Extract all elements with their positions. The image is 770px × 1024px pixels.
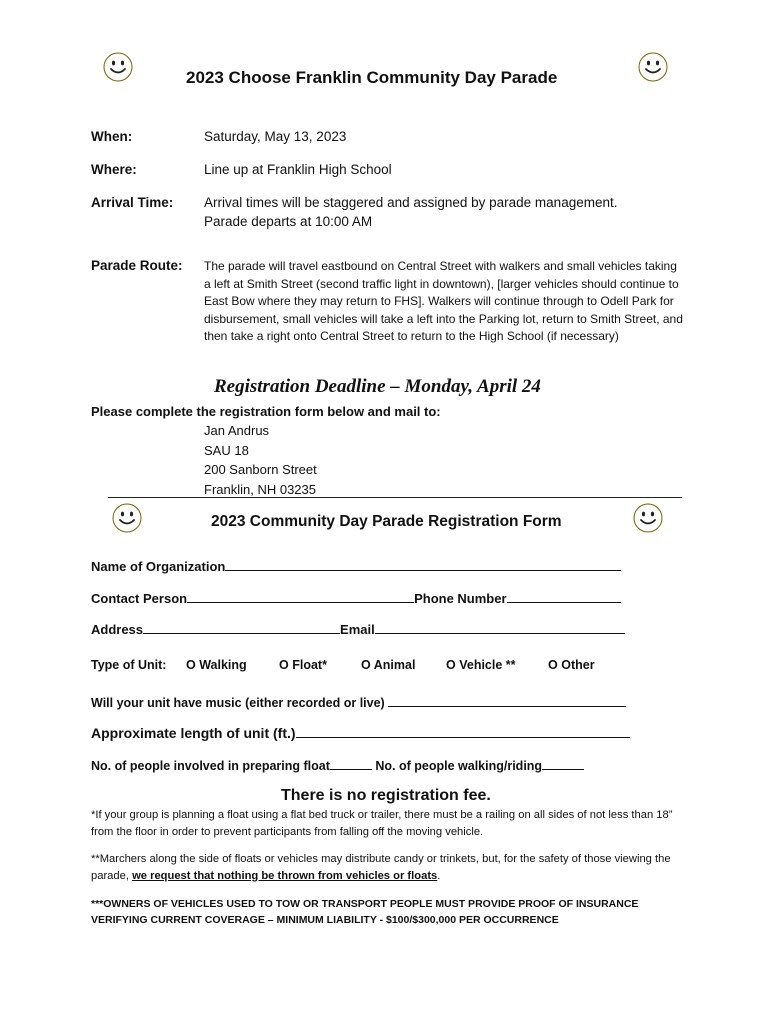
phone-number-input[interactable]: [507, 590, 621, 603]
people-float-label: No. of people involved in preparing float: [91, 759, 330, 773]
length-field-row: [91, 725, 630, 741]
contact-field-row: [91, 590, 621, 606]
when-value: Saturday, May 13, 2023: [204, 129, 347, 144]
where-label: Where:: [91, 162, 137, 177]
length-label: Approximate length of unit (ft.): [91, 725, 296, 741]
unit-type-float[interactable]: [279, 658, 327, 672]
insurance-note-line1: ***OWNERS OF VEHICLES USED TO TOW OR TRANSPORT PEOPLE MUST PROVIDE PROOF OF INSURANCE: [91, 898, 639, 910]
address-line: 200 Sanborn Street: [204, 462, 317, 477]
email-input[interactable]: [375, 621, 625, 634]
smiley-icon: [103, 52, 133, 82]
address-line: Jan Andrus: [204, 423, 270, 438]
address-line: Franklin, NH 03235: [204, 481, 316, 497]
option-float-label: Float*: [292, 658, 327, 672]
smiley-icon: [633, 503, 663, 533]
organization-label: Name of Organization: [91, 559, 226, 574]
arrival-line1: Arrival times will be staggered and assigned by parade management.: [204, 195, 618, 210]
unit-type-vehicle[interactable]: [446, 658, 516, 672]
music-field-row: [91, 694, 626, 710]
arrival-line2: Parade departs at 10:00 AM: [204, 214, 373, 229]
insurance-note-line2: VERIFYING CURRENT COVERAGE – MINIMUM LIABILITY - $100/$300,000 PER OCCURRENCE: [91, 914, 559, 926]
float-note: *If your group is planning a float using a flat bed truck or trailer, there must be a railing on all sides of not less than 18” from the floor in order to prevent participants from falling off the moving vehicle.: [91, 809, 673, 838]
contact-person-label: Contact Person: [91, 591, 188, 606]
people-walking-label: No. of people walking/riding: [375, 759, 543, 773]
marchers-note-end: .: [437, 869, 441, 882]
organization-input[interactable]: [225, 558, 621, 571]
smiley-icon: [638, 52, 668, 82]
when-label: When:: [91, 129, 133, 144]
radio-other[interactable]: O: [548, 658, 558, 672]
address-input[interactable]: [143, 621, 340, 634]
unit-type-animal[interactable]: [361, 658, 415, 672]
unit-type-other[interactable]: [548, 658, 595, 672]
people-field-row: [91, 757, 584, 773]
email-label: Email: [340, 622, 375, 637]
organization-field-row: [91, 558, 621, 574]
address-field-row: [91, 621, 625, 637]
mail-instruction: Please complete the registration form below and mail to:: [91, 404, 441, 419]
address-line: SAU 18: [204, 442, 249, 458]
option-vehicle-label: Vehicle **: [459, 658, 516, 672]
page-title: 2023 Choose Franklin Community Day Parade: [186, 68, 558, 87]
radio-walking[interactable]: O: [186, 658, 196, 672]
section-divider: [108, 497, 682, 498]
route-label: Parade Route:: [91, 258, 183, 273]
radio-vehicle[interactable]: O: [446, 658, 456, 672]
people-walking-input[interactable]: [542, 757, 584, 770]
unit-type-walking[interactable]: [186, 658, 247, 672]
route-text: The parade will travel eastbound on Central Street with walkers and small vehicles taking a left at Smith Street (second traffic light in downtown), [larger vehicles should continue to East Bow where they may return to FHS]. Walkers will continue through to Odell Park for disbursement, small vehicles will take a left into the Parking lot, return to Smith Street, and then take a right onto Central Street to return to the High School (if necessary): [204, 259, 683, 343]
marchers-note: [91, 851, 673, 884]
music-label: Will your unit have music (either recorded or live): [91, 696, 385, 710]
marchers-note-text: **Marchers along the side of floats or vehicles may distribute candy or trinkets, but, for the safety of those viewing the parade,: [91, 853, 671, 882]
radio-float[interactable]: O: [279, 658, 289, 672]
registration-deadline: Registration Deadline – Monday, April 24: [214, 376, 541, 397]
address-label: Address: [91, 622, 144, 637]
form-title: 2023 Community Day Parade Registration Form: [211, 513, 562, 530]
radio-animal[interactable]: O: [361, 658, 371, 672]
mailing-address: [204, 421, 317, 499]
option-animal-label: Animal: [373, 658, 416, 672]
people-float-input[interactable]: [330, 757, 372, 770]
where-value: Line up at Franklin High School: [204, 162, 392, 177]
option-walking-label: Walking: [199, 658, 247, 672]
contact-person-input[interactable]: [187, 590, 414, 603]
no-fee-notice: There is no registration fee.: [281, 787, 491, 804]
smiley-icon: [112, 503, 142, 533]
marchers-note-emphasis: we request that nothing be thrown from vehicles or floats: [132, 869, 438, 882]
length-input[interactable]: [296, 725, 630, 738]
option-other-label: Other: [561, 658, 595, 672]
phone-number-label: Phone Number: [414, 591, 507, 606]
arrival-label: Arrival Time:: [91, 195, 174, 210]
unit-type-label: Type of Unit:: [91, 658, 167, 672]
music-input[interactable]: [388, 694, 626, 707]
